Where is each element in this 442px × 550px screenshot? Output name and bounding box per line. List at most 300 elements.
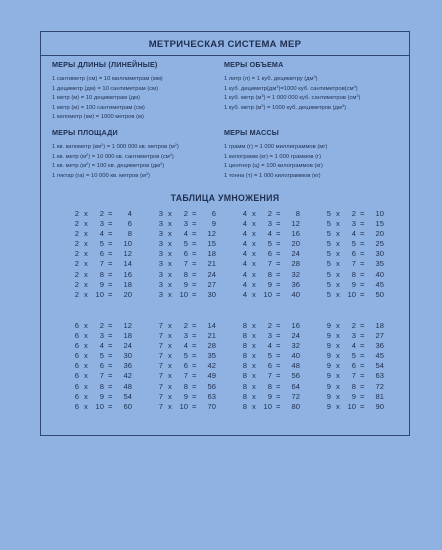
multiplication-row <box>239 229 301 239</box>
multiplication-row <box>155 341 217 351</box>
cell: 15 <box>375 219 384 229</box>
cell: = <box>108 249 113 259</box>
cell: 4 <box>242 279 247 289</box>
cell: = <box>192 289 197 299</box>
cell: 2 <box>267 321 272 330</box>
line-text: ) <box>171 153 174 160</box>
cell: 81 <box>375 391 384 401</box>
cell: 2 <box>74 229 79 239</box>
cell: 8 <box>242 351 247 361</box>
cell: 32 <box>291 341 300 351</box>
cell: 2 <box>74 249 79 259</box>
conversion-line <box>52 172 179 182</box>
cell: x <box>84 229 88 239</box>
cell: 20 <box>123 289 132 299</box>
cell: 9 <box>326 321 331 330</box>
cell: x <box>168 259 172 269</box>
cell: x <box>252 381 256 391</box>
cell: x <box>252 361 256 371</box>
cell: x <box>168 381 172 391</box>
cell: x <box>84 249 88 259</box>
cell: x <box>168 331 172 341</box>
cell: 6 <box>74 331 79 341</box>
cell: 7 <box>99 371 104 381</box>
multiplication-row <box>323 321 385 331</box>
times-table-3 <box>155 209 217 300</box>
cell: 12 <box>123 249 132 259</box>
cell: 9 <box>326 351 331 361</box>
cell: x <box>168 269 172 279</box>
cell: x <box>168 371 172 381</box>
cell: = <box>360 371 365 381</box>
cell: 2 <box>74 279 79 289</box>
cell: x <box>336 321 340 330</box>
cell: x <box>168 239 172 249</box>
multiplication-row <box>71 341 133 351</box>
cell: 3 <box>351 219 356 229</box>
cell: 42 <box>123 371 132 381</box>
cell: 6 <box>267 361 272 371</box>
multiplication-row <box>155 229 217 239</box>
cell: = <box>192 279 197 289</box>
cell: = <box>360 381 365 391</box>
cell: 6 <box>127 219 132 229</box>
multiplication-row <box>71 402 133 412</box>
multiplication-row <box>71 229 133 239</box>
line-text: 1 куб. дециметр(дм <box>224 85 277 92</box>
cell: x <box>168 219 172 229</box>
cell: 6 <box>99 361 104 371</box>
cell: 3 <box>158 239 163 249</box>
cell: x <box>84 341 88 351</box>
cell: 56 <box>291 371 300 381</box>
section-area <box>52 128 179 181</box>
exponent: 2 <box>86 162 89 167</box>
conversion-line <box>224 162 327 172</box>
conversion-line <box>224 143 327 153</box>
cell: 2 <box>183 209 188 218</box>
cell: x <box>336 331 340 341</box>
cell: x <box>252 219 256 229</box>
cell: = <box>276 219 281 229</box>
multiplication-row <box>71 259 133 269</box>
cell: x <box>84 391 88 401</box>
exponent: 3 <box>276 84 279 89</box>
cell: 7 <box>183 259 188 269</box>
cell: = <box>108 289 113 299</box>
section-volume <box>224 60 360 113</box>
multiplication-row <box>71 351 133 361</box>
times-table-4 <box>239 209 301 300</box>
conversion-line <box>224 94 360 104</box>
line-text: ) <box>355 85 358 92</box>
cell: 7 <box>158 331 163 341</box>
cell: = <box>192 351 197 361</box>
cell: x <box>168 249 172 259</box>
cell: = <box>192 229 197 239</box>
multiplication-row <box>155 351 217 361</box>
cell: 8 <box>295 209 300 218</box>
cell: 7 <box>267 371 272 381</box>
cell: 27 <box>207 279 216 289</box>
cell: 3 <box>158 219 163 229</box>
cell: 12 <box>207 229 216 239</box>
cell: 45 <box>375 279 384 289</box>
cell: x <box>252 391 256 401</box>
cell: x <box>336 371 340 381</box>
multiplication-row <box>155 270 217 280</box>
cell: 10 <box>375 209 384 218</box>
cell: 63 <box>375 371 384 381</box>
multiplication-row <box>71 209 133 219</box>
cell: x <box>168 361 172 371</box>
cell: 5 <box>351 351 356 361</box>
cell: 5 <box>326 289 331 299</box>
cell: = <box>192 249 197 259</box>
cell: 9 <box>351 279 356 289</box>
exponent: 3 <box>353 84 356 89</box>
cell: x <box>252 341 256 351</box>
cell: x <box>84 321 88 330</box>
multiplication-row <box>155 259 217 269</box>
cell: = <box>108 371 113 381</box>
multiplication-row <box>239 371 301 381</box>
cell: 8 <box>242 391 247 401</box>
line-text: 1 центнер (ц) = 100 килограммов (кг) <box>224 163 323 170</box>
cell: = <box>192 391 197 401</box>
cell: 6 <box>74 391 79 401</box>
cell: 8 <box>127 229 132 239</box>
conversion-line <box>52 113 163 123</box>
cell: 4 <box>127 209 132 218</box>
cell: 35 <box>207 351 216 361</box>
line-text: 1 куб. метр (м <box>224 95 262 102</box>
cell: 7 <box>158 401 163 411</box>
cell: 8 <box>183 381 188 391</box>
cell: = <box>192 401 197 411</box>
cell: x <box>168 401 172 411</box>
cell: 3 <box>158 249 163 259</box>
cell: 8 <box>242 401 247 411</box>
times-table-2 <box>71 209 133 300</box>
cell: 24 <box>207 269 216 279</box>
cell: 6 <box>74 401 79 411</box>
line-text: 1 килограмм (кг) = 1 000 граммов (г) <box>224 153 322 160</box>
multiplication-row <box>155 361 217 371</box>
cell: x <box>84 279 88 289</box>
cell: 2 <box>183 321 188 330</box>
cell: 21 <box>207 259 216 269</box>
exponent: 2 <box>86 152 89 157</box>
cell: 8 <box>267 381 272 391</box>
cell: 3 <box>158 279 163 289</box>
exponent: 2 <box>160 162 163 167</box>
cell: = <box>276 381 281 391</box>
cell: 9 <box>183 279 188 289</box>
cell: x <box>336 391 340 401</box>
cell: 18 <box>207 249 216 259</box>
multiplication-row <box>239 402 301 412</box>
cell: 6 <box>74 381 79 391</box>
cell: x <box>252 289 256 299</box>
cell: = <box>276 259 281 269</box>
cell: 60 <box>123 401 132 411</box>
cell: 9 <box>326 331 331 341</box>
multiplication-row <box>71 219 133 229</box>
cell: 14 <box>123 259 132 269</box>
cell: x <box>84 381 88 391</box>
cell: = <box>276 289 281 299</box>
cell: x <box>336 249 340 259</box>
conversion-line <box>52 104 163 114</box>
cell: x <box>252 249 256 259</box>
cell: = <box>108 401 113 411</box>
cell: 9 <box>326 361 331 371</box>
cell: = <box>276 239 281 249</box>
multiplication-row <box>323 402 385 412</box>
cell: 5 <box>183 351 188 361</box>
cell: x <box>84 331 88 341</box>
multiplication-row <box>71 249 133 259</box>
cell: 8 <box>183 269 188 279</box>
cell: 16 <box>123 269 132 279</box>
cell: 6 <box>74 321 79 330</box>
cell: 3 <box>351 331 356 341</box>
cell: = <box>276 209 281 218</box>
cell: x <box>336 279 340 289</box>
cell: 6 <box>351 249 356 259</box>
cell: = <box>108 229 113 239</box>
cell: 27 <box>375 331 384 341</box>
cell: x <box>336 259 340 269</box>
cell: 3 <box>158 229 163 239</box>
multiplication-row <box>323 249 385 259</box>
cell: 10 <box>263 401 272 411</box>
line-text: 1 гектар (га) = 10 000 кв. метров (м <box>52 172 146 179</box>
cell: = <box>108 269 113 279</box>
section-heading: МЕРЫ ПЛОЩАДИ <box>52 128 118 137</box>
cell: 40 <box>291 351 300 361</box>
cell: 72 <box>375 381 384 391</box>
cell: x <box>336 269 340 279</box>
cell: = <box>108 391 113 401</box>
cell: 7 <box>158 321 163 330</box>
cell: = <box>108 341 113 351</box>
conversion-line <box>224 153 327 163</box>
multiplication-row <box>239 341 301 351</box>
line-text: )=1000 куб. сантиметров(см <box>278 85 354 92</box>
cell: = <box>276 249 281 259</box>
cell: 28 <box>291 259 300 269</box>
cell: 6 <box>74 371 79 381</box>
line-text: ) <box>162 163 165 170</box>
multiplication-row <box>71 331 133 341</box>
cell: 63 <box>207 391 216 401</box>
cell: 8 <box>242 321 247 330</box>
cell: x <box>336 361 340 371</box>
cell: 36 <box>123 361 132 371</box>
cell: = <box>108 351 113 361</box>
cell: 8 <box>99 269 104 279</box>
multiplication-row <box>323 280 385 290</box>
cell: 5 <box>326 239 331 249</box>
cell: 12 <box>291 219 300 229</box>
cell: 8 <box>242 341 247 351</box>
section-heading: МЕРЫ ОБЪЕМА <box>224 60 284 69</box>
cell: 7 <box>158 361 163 371</box>
cell: 18 <box>375 321 384 330</box>
cell: = <box>360 351 365 361</box>
multiplication-row <box>155 392 217 402</box>
multiplication-row <box>323 361 385 371</box>
cell: = <box>108 321 113 330</box>
multiplication-row <box>323 290 385 300</box>
cell: 90 <box>375 401 384 411</box>
cell: = <box>360 259 365 269</box>
cell: 2 <box>74 209 79 218</box>
cell: = <box>276 351 281 361</box>
line-text: ) <box>315 76 318 82</box>
exponent: 3 <box>313 75 316 79</box>
page-title: МЕТРИЧЕСКАЯ СИСТЕМА МЕР <box>148 39 302 50</box>
times-table-8 <box>239 321 301 412</box>
cell: 8 <box>351 269 356 279</box>
cell: 9 <box>99 391 104 401</box>
multiplication-row <box>71 270 133 280</box>
line-text: ) = 1 000 000 куб. сантиметров (см <box>263 95 357 102</box>
line-text: 1 метр (м) = 100 сантиметрам (см) <box>52 104 145 111</box>
times-table-9 <box>323 321 385 412</box>
cell: 3 <box>99 219 104 229</box>
cell: = <box>192 321 197 330</box>
multiplication-row <box>155 331 217 341</box>
cell: 5 <box>326 219 331 229</box>
cell: 5 <box>99 239 104 249</box>
cell: 3 <box>158 289 163 299</box>
multiplication-row <box>155 239 217 249</box>
cell: 10 <box>179 401 188 411</box>
cell: 3 <box>267 331 272 341</box>
section-length <box>52 60 163 123</box>
exponent: 2 <box>169 152 172 157</box>
exponent: 3 <box>341 103 345 108</box>
cell: = <box>276 279 281 289</box>
cell: 49 <box>207 371 216 381</box>
line-text: ) = 1000 куб. дециметров (дм <box>263 104 342 111</box>
multiplication-row <box>239 382 301 392</box>
cell: 5 <box>326 269 331 279</box>
cell: x <box>84 269 88 279</box>
cell: 54 <box>123 391 132 401</box>
section-heading: МЕРЫ МАССЫ <box>224 128 280 137</box>
cell: = <box>276 229 281 239</box>
cell: x <box>84 351 88 361</box>
times-table-7 <box>155 321 217 412</box>
cell: x <box>84 361 88 371</box>
cell: 2 <box>99 321 104 330</box>
conversion-line <box>52 153 179 163</box>
cell: 16 <box>291 321 300 330</box>
conversion-line <box>52 85 163 95</box>
cell: x <box>252 209 256 218</box>
cell: x <box>252 371 256 381</box>
conversion-line <box>52 162 179 172</box>
cell: x <box>336 341 340 351</box>
cell: x <box>168 289 172 299</box>
cell: 10 <box>347 289 356 299</box>
cell: = <box>192 381 197 391</box>
section-mass <box>224 128 327 181</box>
cell: 40 <box>291 289 300 299</box>
cell: = <box>360 321 365 330</box>
cell: x <box>336 209 340 218</box>
cell: 45 <box>375 351 384 361</box>
exponent: 2 <box>145 171 149 176</box>
multiplication-row <box>155 402 217 412</box>
times-table-6 <box>71 321 133 412</box>
conversion-line <box>224 172 327 182</box>
cell: 4 <box>242 249 247 259</box>
cell: 6 <box>351 361 356 371</box>
multiplication-row <box>71 239 133 249</box>
cell: = <box>108 219 113 229</box>
cell: 4 <box>183 229 188 239</box>
cell: 50 <box>375 289 384 299</box>
cell: x <box>252 279 256 289</box>
cell: 10 <box>263 289 272 299</box>
cell: x <box>84 209 88 218</box>
multiplication-row <box>155 219 217 229</box>
cell: 30 <box>375 249 384 259</box>
cell: 4 <box>242 289 247 299</box>
cell: = <box>276 321 281 330</box>
cell: 54 <box>375 361 384 371</box>
cell: 24 <box>291 249 300 259</box>
cell: x <box>336 289 340 299</box>
cell: x <box>252 229 256 239</box>
cell: 10 <box>95 289 104 299</box>
cell: 3 <box>99 331 104 341</box>
cell: 4 <box>242 209 247 218</box>
cell: x <box>336 219 340 229</box>
cell: 2 <box>99 209 104 218</box>
cell: 42 <box>207 361 216 371</box>
line-text: 1 тонна (т) = 1 000 килограммов (кг) <box>224 172 321 179</box>
cell: x <box>84 219 88 229</box>
cell: x <box>252 269 256 279</box>
cell: 9 <box>326 391 331 401</box>
cell: = <box>108 239 113 249</box>
cell: 4 <box>99 341 104 351</box>
cell: 4 <box>267 229 272 239</box>
cell: 4 <box>183 341 188 351</box>
cell: 7 <box>99 259 104 269</box>
cell: = <box>276 341 281 351</box>
multiplication-row <box>239 392 301 402</box>
cell: x <box>252 321 256 330</box>
cell: 4 <box>242 219 247 229</box>
cell: 12 <box>123 321 132 330</box>
cell: 30 <box>123 351 132 361</box>
conversion-line <box>52 143 179 153</box>
cell: 18 <box>123 331 132 341</box>
multiplication-row <box>323 351 385 361</box>
cell: 30 <box>207 289 216 299</box>
cell: 2 <box>351 321 356 330</box>
cell: x <box>252 401 256 411</box>
cell: 10 <box>179 289 188 299</box>
cell: 5 <box>326 279 331 289</box>
